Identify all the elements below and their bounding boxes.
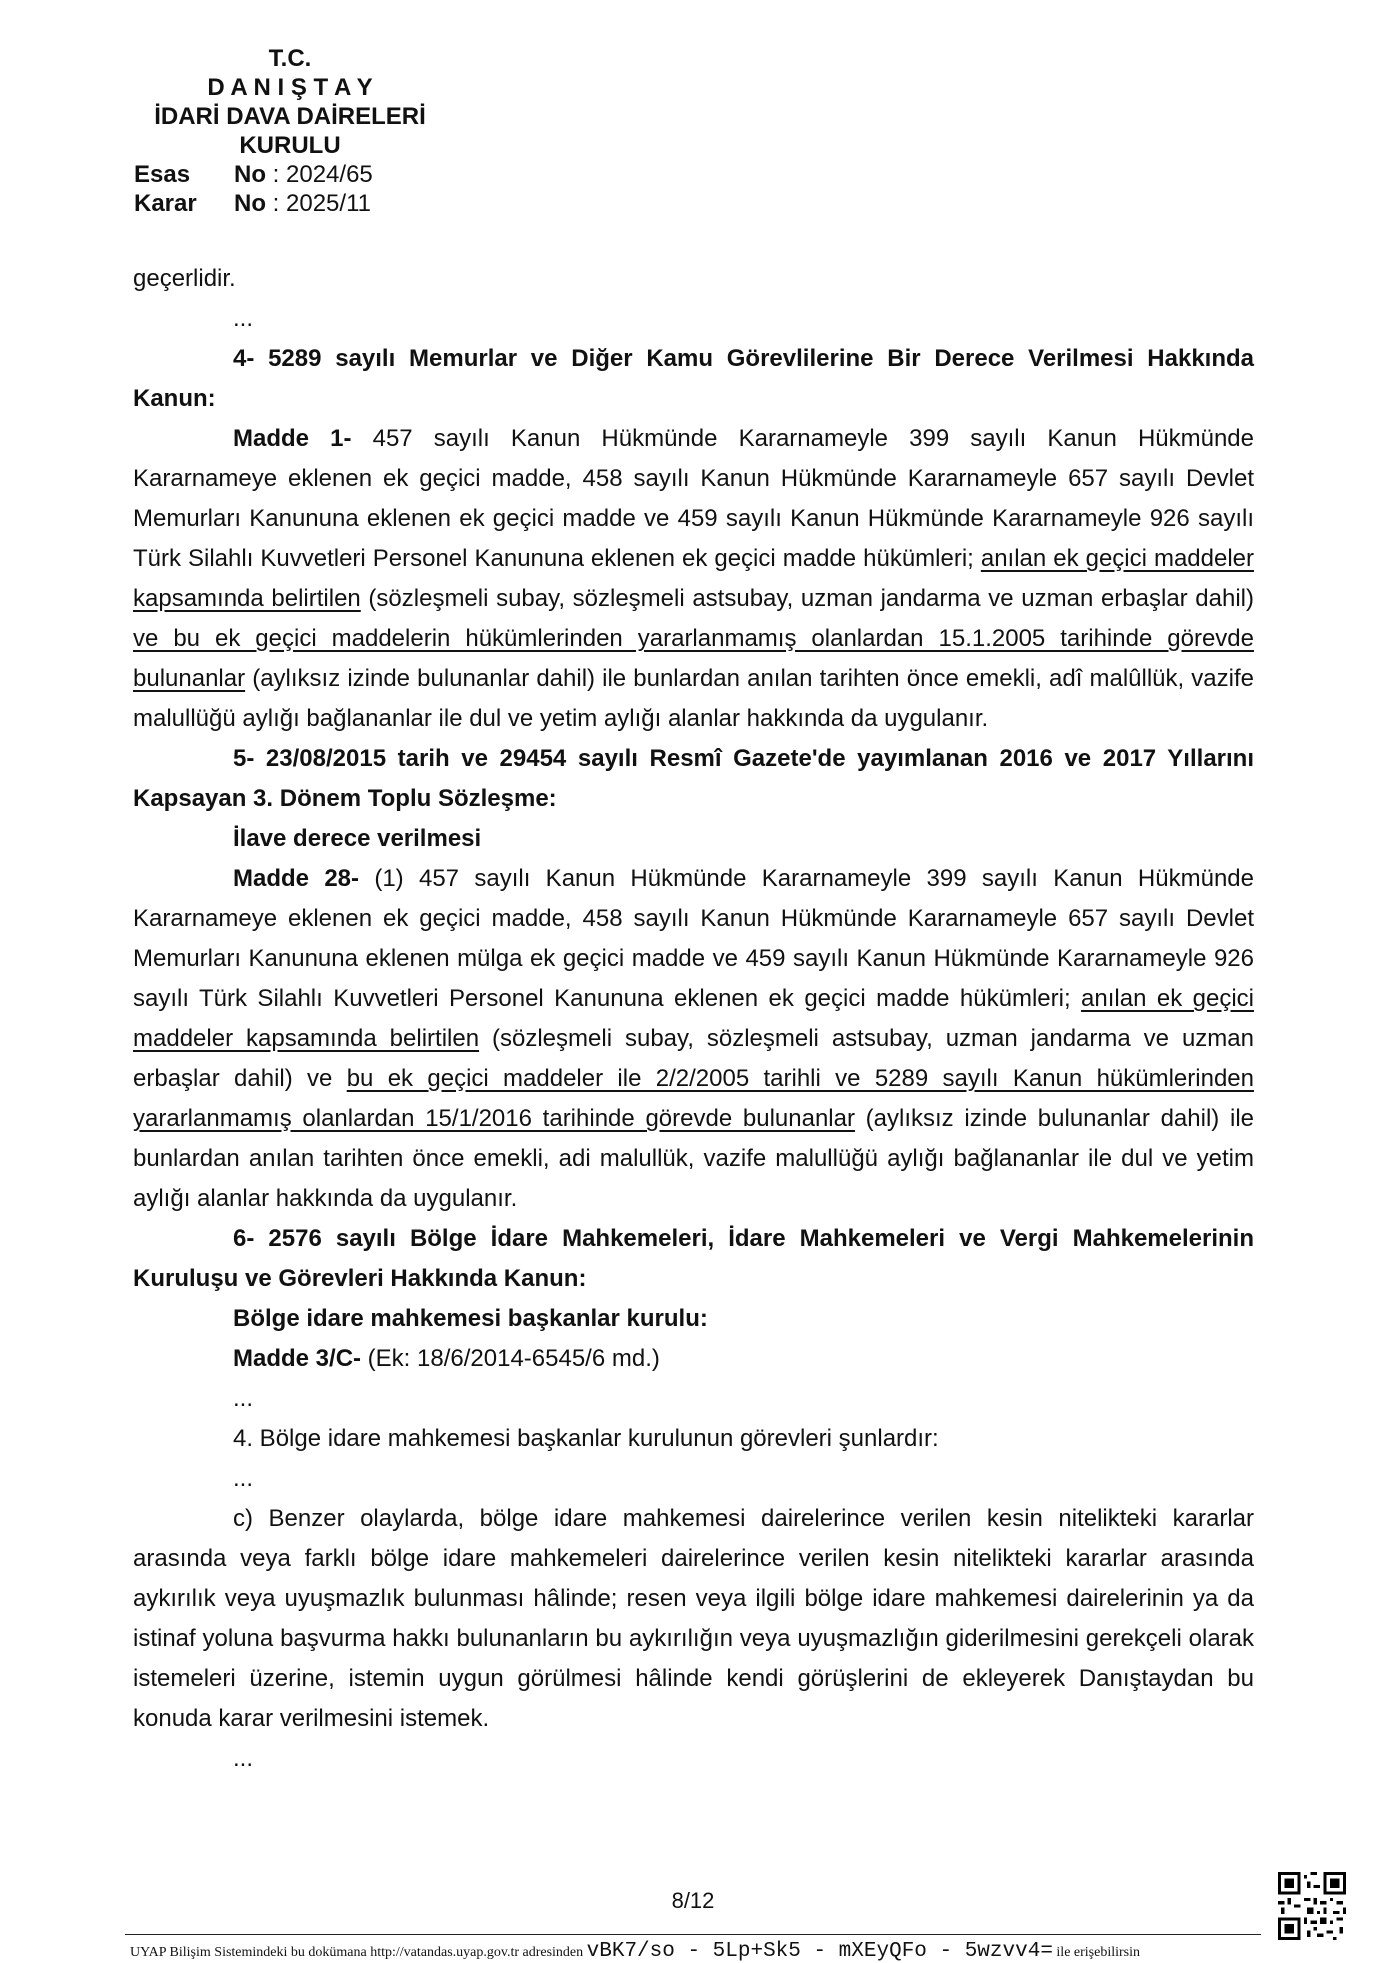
- section-5-title: 5- 23/08/2015 tarih ve 29454 sayılı Resmî Gazete'de yayımlanan 2016 ve 2017 Yıllarını Kapsayan 3. Dönem Toplu Sözleşme:: [133, 745, 1254, 812]
- madde-1-label: Madde 1-: [233, 425, 352, 452]
- header-daireler: İDARİ DAVA DAİRELERİ: [154, 103, 426, 130]
- esas-row: [134, 160, 455, 189]
- ilave-derece-heading: İlave derece verilmesi: [233, 825, 482, 852]
- madde-3c-text: (Ek: 18/6/2014-6545/6 md.): [361, 1345, 660, 1372]
- document-header: [125, 44, 455, 218]
- header-danistay: D A N I Ş T A Y: [207, 74, 373, 101]
- madde-28-label: Madde 28-: [233, 865, 360, 892]
- madde-3c-label: Madde 3/C-: [233, 1345, 362, 1372]
- madde-28-underline-1: anılan ek geçici maddeler kapsamında belirtilen: [133, 985, 1254, 1052]
- madde-28-text: (1) 457 sayılı Kanun Hükmünde Kararnameyle 399 sayılı Kanun Hükmünde Kararnameye eklenen ek geçici madde, 458 sayılı Kanun Hükmünde Kararnameyle 657 sayılı Devlet Memurları Kanununa eklenen mülga ek geçici madde ve 459 sayılı Kanun Hükmünde Kararnameyle 926 sayılı Türk Silahlı Kuvvetleri Personel Kanununa eklenen ek geçici madde hükümleri;: [133, 865, 1254, 1012]
- madde-28-underline-2: bu ek geçici maddeler ile 2/2/2005 tarihli ve 5289 sayılı Kanun hükümlerinden yararlanmamış olanlardan 15/1/2016 tarihinde görevde bulunanlar: [133, 1065, 1254, 1132]
- ellipsis-3: ...: [233, 1465, 254, 1492]
- qr-code-icon: [1278, 1872, 1346, 1940]
- footer-text-before: UYAP Bilişim Sistemindeki bu dokümana http://vatandas.uyap.gov.tr adresinden: [130, 1945, 587, 1960]
- esas-value: : 2024/65: [272, 161, 373, 188]
- section-4-title: 4- 5289 sayılı Memurlar ve Diğer Kamu Görevlilerine Bir Derece Verilmesi Hakkında Kanun:: [133, 345, 1254, 412]
- karar-no-label: No: [234, 190, 266, 217]
- page-number: 8/12: [671, 1888, 715, 1913]
- ellipsis-2: ...: [233, 1385, 254, 1412]
- document-body: [133, 259, 1254, 1779]
- header-tc: T.C.: [268, 45, 312, 72]
- esas-label: Esas: [134, 161, 191, 188]
- ellipsis-1: ...: [233, 305, 254, 332]
- section-6-title: 6- 2576 sayılı Bölge İdare Mahkemeleri, İdare Mahkemeleri ve Vergi Mahkemelerinin Kuruluşu ve Görevleri Hakkında Kanun:: [133, 1225, 1254, 1292]
- madde-28-text-2: (sözleşmeli subay, sözleşmeli astsubay, uzman jandarma ve uzman erbaşlar dahil) ve: [133, 1025, 1254, 1092]
- paragraph-gecerlidir: geçerlidir.: [133, 265, 236, 292]
- footer-text-after: ile erişebilirsin: [1052, 1945, 1141, 1960]
- karar-row: [134, 189, 455, 218]
- ellipsis-4: ...: [233, 1745, 254, 1772]
- madde-1: [133, 419, 1254, 739]
- madde-3c: [133, 1339, 1254, 1379]
- karar-label: Karar: [134, 190, 197, 217]
- madde-1-underline-1: anılan ek geçici maddeler kapsamında belirtilen: [133, 545, 1255, 612]
- madde-1-text: 457 sayılı Kanun Hükmünde Kararnameyle 399 sayılı Kanun Hükmünde Kararnameye eklenen ek geçici madde, 458 sayılı Kanun Hükmünde Kararnameyle 657 sayılı Devlet Memurları Kanununa eklenen ek geçici madde ve 459 sayılı Kanun Hükmünde Kararnameyle 926 sayılı Türk Silahlı Kuvvetleri Personel Kanununa eklenen ek geçici madde hükümleri;: [133, 425, 1254, 572]
- esas-no-label: No: [234, 161, 266, 188]
- madde-28-text-3: (aylıksız izinde bulunanlar dahil) ile bunlardan anılan tarihten önce emekli, adi malullük, vazife malullüğü aylığı bağlananlar ile dul ve yetim aylığı alanlar hakkında da uygulanır.: [133, 1105, 1254, 1212]
- karar-value: : 2025/11: [272, 190, 371, 217]
- madde-1-text-2: (sözleşmeli subay, sözleşmeli astsubay, uzman jandarma ve uzman erbaşlar dahil): [360, 585, 1254, 612]
- madde-28: [133, 859, 1254, 1219]
- madde-1-underline-2: ve bu ek geçici maddelerin hükümlerinden yararlanmamış olanlardan 15.1.2005 tarihinde görevde bulunanlar: [133, 625, 1254, 692]
- footer-divider: [125, 1934, 1261, 1935]
- madde-1-text-3: (aylıksız izinde bulunanlar dahil) ile bunlardan anılan tarihten önce emekli, adî malûllük, vazife malullüğü aylığı bağlananlar ile dul ve yetim aylığı alanlar hakkında da uygulanır.: [133, 665, 1254, 732]
- header-kurulu: KURULU: [239, 132, 341, 159]
- item-c: c) Benzer olaylarda, bölge idare mahkemesi dairelerince verilen kesin nitelikteki kararlar arasında veya farklı bölge idare mahkemeleri dairelerince verilen kesin nitelikteki kararlar arasında aykırılık veya uyuşmazlık bulunması hâlinde; resen veya ilgili bölge idare mahkemesi dairelerinin ya da istinaf yoluna başvurma hakkı bulunanların bu aykırılığın veya uyuşmazlığın giderilmesini gerekçeli olarak istemeleri üzerine, istemin uygun görülmesi hâlinde kendi görüşlerini de ekleyerek Danıştaydan bu konuda karar verilmesini istemek.: [133, 1505, 1254, 1732]
- footer-access-code: vBK7/so - 5Lp+Sk5 - mXEyQFo - 5wzvv4=: [586, 1940, 1053, 1963]
- item-4: 4. Bölge idare mahkemesi başkanlar kurulunun görevleri şunlardır:: [233, 1425, 939, 1452]
- bim-heading: Bölge idare mahkemesi başkanlar kurulu:: [233, 1305, 708, 1332]
